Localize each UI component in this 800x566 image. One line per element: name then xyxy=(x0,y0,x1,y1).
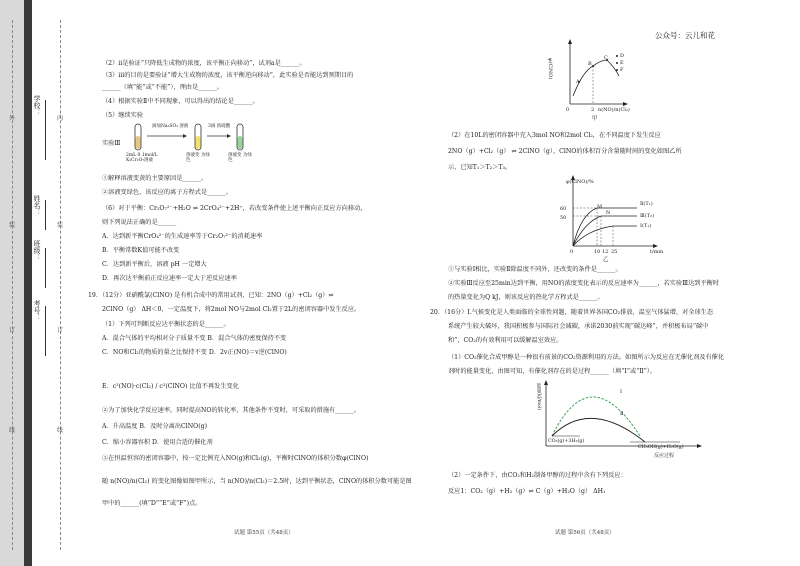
curve-2 xyxy=(573,208,637,246)
exp-caption-2: 溶液变 为绿色 xyxy=(186,153,210,163)
jia-caption: 甲 xyxy=(592,116,598,122)
jia-point-a: A xyxy=(576,79,580,85)
left-line-6: ①解释溶液变黄的主要原因是______。 xyxy=(102,175,208,182)
binding-strip-dark xyxy=(24,0,32,566)
outer-word-4: 线 xyxy=(9,427,16,434)
yi-xtick-12: 12 xyxy=(602,249,609,255)
exp-top-label: 滴加Na₂SO₃ 溶液 xyxy=(152,124,189,129)
yi-curve-label-1: Ⅰ(T₁) xyxy=(640,223,652,229)
yi-curve-label-2: Ⅱ(T₁) xyxy=(640,201,653,207)
name-blank[interactable] xyxy=(45,200,46,230)
left-line-9: 则下列说法正确的是______ xyxy=(102,219,177,226)
wechat-header: 公众号：云儿和花 xyxy=(655,31,715,40)
class-blank[interactable] xyxy=(45,248,46,288)
yi-ytick-50: 50 xyxy=(560,215,567,221)
q20-stem: 20．（16分）Ⅰ.气候变化是人类面临的全球性问题，随着世界各国CO₂排放，温室气体猛增，对全球生态 xyxy=(430,309,714,316)
footer-right: 试题 第56页（共48页） xyxy=(555,530,615,536)
yi-label-m: M xyxy=(597,204,603,210)
inner-word-3: 订 xyxy=(57,327,64,334)
right-line-1: （2）在10L的密闭容器中充入3mol NO和2mol Cl₂，在不同温度下发生反应 xyxy=(448,132,661,139)
curve-1 xyxy=(573,226,637,246)
q20-part-1b: 剂时的能量变化，由图可知，有催化剂存在的是过程______（填“Ⅰ”或“Ⅱ”）。 xyxy=(448,368,657,375)
yi-label-n: N xyxy=(606,210,611,216)
energy-start-label: CO₂(g)+3H₂(g) xyxy=(548,439,585,444)
figure-jia xyxy=(555,36,665,116)
outer-word-2: 装 xyxy=(9,222,16,229)
inner-dash-line xyxy=(60,20,61,550)
left-line-1: （2）ⅱ是验证“只降低生成物的浓度，该平衡正向移动”，试剂a是______。 xyxy=(102,60,306,67)
q20-reaction-1: 反应1：CO₂（g）+H₂（g）⇌ C（g）+H₂O（g） ΔH₁ xyxy=(448,488,606,495)
yi-ytick-60: 60 xyxy=(560,206,567,212)
class-label: 班级： xyxy=(33,240,41,261)
left-line-4: （4）根据实验Ⅱ中不同现象，可以得出的结论是______。 xyxy=(102,98,259,105)
school-blank[interactable] xyxy=(45,100,46,160)
outer-word-1: 外 xyxy=(9,115,16,122)
right-line-6: 的热量变化为Q kJ，则该反应的热化学方程式是______。 xyxy=(448,294,604,301)
q20-stem-2: 系统产生较大破坏，我国积极参与国际社会减碳，承诺2030前实现“碳达峰”，并积极布局“碳中 xyxy=(448,323,709,330)
exam-no-label: 考号： xyxy=(33,300,41,321)
option-c: C．达到新平衡后，溶液 pH 一定增大 xyxy=(102,261,207,268)
exp-caption-1: 2mL 0.1mol/L K₂Cr₂O₇溶液 xyxy=(126,153,158,163)
left-line-7: ②溶液变绿色，该反应的离子方程式是______。 xyxy=(102,189,232,196)
right-line-2: 2NO（g）+Cl₂（g） ⇌ 2ClNO（g），ClNO的体积百分含量随时间的变化如图乙所 xyxy=(448,148,682,155)
exp-top-label-2: 3滴 浓硫酸 xyxy=(208,124,231,129)
q19-options-2ab: A．升高温度 B．及时分离出ClNO(g) xyxy=(102,423,208,430)
point-d xyxy=(616,55,618,57)
yi-xlabel: t/min xyxy=(650,249,664,255)
experiment-label: 实验Ⅲ xyxy=(102,140,121,147)
point-f xyxy=(616,69,618,71)
yi-xtick-25: 25 xyxy=(611,249,618,255)
q19-part-2: ②为了加快化学反应速率，同时提高NO的转化率，其他条件不变时，可采取的措施有______。 xyxy=(102,407,360,414)
q19-stem: 19．（12分）亚硝酰氯(ClNO) 是有机合成中的常用试剂，已知：2NO（g）+Cl₂（g）⇌ xyxy=(88,292,334,299)
yi-ylabel: φ(ClNO)/% xyxy=(566,179,594,185)
footer-left: 试题 第55页（共48页） xyxy=(234,530,294,536)
inner-word-2: 装 xyxy=(57,222,64,229)
name-label: 姓名： xyxy=(33,195,41,216)
q20-part-1: （1）CO₂催化合成甲醇是一种很有前景的CO₂资源利用的方法。如图所示为反应在无催化剂及有催化 xyxy=(448,354,725,361)
yi-caption: 乙 xyxy=(603,257,609,263)
left-line-5: （5）继续实验 xyxy=(102,112,144,119)
q19-options-ab: A．混合气体的平均相对分子质量不变 B．混合气体的密度保持不变 xyxy=(102,335,287,342)
exam-no-blank[interactable] xyxy=(45,306,46,356)
q19-part-3: ③在恒温恒容的密闭容器中，按一定比例充入NO(g)和Cl₂(g)，平衡时ClNO的体积分数φ(ClNO) xyxy=(102,455,369,462)
yi-xtick-0: 0 xyxy=(570,249,574,255)
point-e xyxy=(616,62,618,64)
curve-i xyxy=(552,397,640,436)
jia-tick-2: 2 xyxy=(591,107,595,113)
option-b: B．平衡常数K值可能不改变 xyxy=(102,247,180,254)
yi-xtick-10: 10 xyxy=(594,249,601,255)
q19-part-3c: 甲中的______(填“D”“E”或“F”)点。 xyxy=(102,500,202,507)
q19-part-3b: 随 n(NO)/n(Cl₂) 的变化图像如图甲所示，当 n(NO)/n(Cl₂)＝2.5时，达到平衡状态，ClNO的体积分数可能是图 xyxy=(102,478,412,485)
option-a: A．达到新平衡CrO₄²⁻的生成速率等于Cr₂O₇²⁻的消耗速率 xyxy=(102,233,263,240)
q19-part-1: （1）下列可判断反应达平衡状态的是______。 xyxy=(102,321,230,328)
energy-end-label: CH₃OH(g)+H₂O(g) xyxy=(638,445,684,450)
energy-curve-2-label: Ⅱ xyxy=(620,411,624,417)
right-line-4: ①与实验Ⅰ相比，实验Ⅱ除温度不同外，还改变的条件是______。 xyxy=(448,266,622,273)
jia-point-d: D xyxy=(620,53,625,59)
q19-stem-2: 2ClNO（g） ΔH＜0，一定温度下，将2mol NO与2mol Cl₂置于2L的密闭容器中发生反应。 xyxy=(102,306,361,313)
jia-point-e: E xyxy=(620,60,624,66)
energy-ylabel: 能量(kJ/mol) xyxy=(536,383,541,410)
exp-caption-3: 溶液变 为绿色 xyxy=(228,153,252,163)
outer-word-3: 订 xyxy=(9,327,16,334)
right-line-5: ②实验Ⅲ反应至25min达到平衡，用NO的浓度变化表示的反应速率为______，若实验Ⅲ达到平衡时 xyxy=(448,280,720,287)
inner-word-1: 内 xyxy=(57,115,64,122)
q19-options-2cd: C．缩小容器容积 D．使用合适的催化剂 xyxy=(102,439,213,446)
outer-dash-line xyxy=(12,20,13,550)
point-b xyxy=(592,65,594,67)
q19-option-e: E．c²(NO)·c(Cl₂) / c²(ClNO) 比值不再发生变化 xyxy=(102,383,239,390)
option-d: D．再次达平衡前正反应速率一定大于逆反应速率 xyxy=(102,275,237,282)
jia-point-b: B xyxy=(588,61,592,67)
q20-stem-3: 和”，CO₂的有效利用可以缓解温室效应。 xyxy=(448,337,563,344)
energy-curve-1-label: Ⅰ xyxy=(620,389,622,395)
jia-xlabel: n(NO)/n(Cl₂) xyxy=(598,107,630,113)
jia-point-f: F xyxy=(620,67,624,73)
q19-options-cd: C．NO和Cl₂的物质的量之比保持不变 D．2v正(NO)＝v逆(ClNO) xyxy=(102,349,287,356)
energy-xlabel: 反应过程 xyxy=(654,453,675,459)
jia-point-c: C xyxy=(604,55,608,61)
q20-part-2: （2）一定条件下，由CO₂和H₂制备甲醇的过程中含有下列反应： xyxy=(448,472,627,479)
jia-ylabel: φ(ClNO) xyxy=(547,58,553,80)
inner-word-4: 线 xyxy=(57,427,64,434)
left-line-8: （6）对于平衡：Cr₂O₇²⁻+H₂O ⇌ 2CrO₄²⁻+2H⁺，若改变条件使上述平衡向正反应方向移动， xyxy=(102,205,367,212)
left-line-3: ______（填“能”或“不能”），理由是______。 xyxy=(102,84,223,91)
school-label: 学校： xyxy=(33,95,41,116)
left-line-2: （3）ⅲ的目的是要验证“增大生成物的浓度，该平衡逆向移动”，此实验是否能达到预期目的 xyxy=(102,72,354,79)
yi-curve-label-3: Ⅲ(T₂) xyxy=(640,213,655,219)
right-line-3: 示，已知T₁＞T₂＞T₃。 xyxy=(448,164,512,171)
jia-tick-0: 0 xyxy=(566,107,570,113)
